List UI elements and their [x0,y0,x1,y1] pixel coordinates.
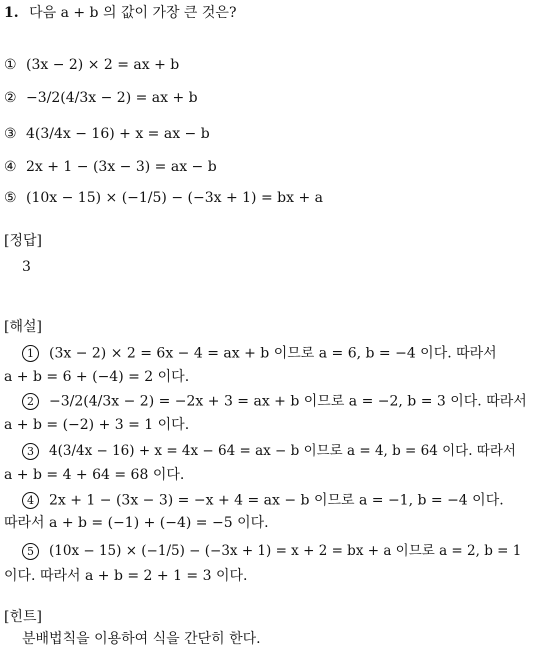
choice-5 [4,191,323,205]
choice-marker: ⑤ [4,190,17,206]
explanation-item-5-cont: 이다. 따라서 a + b = 2 + 1 = 3 이다. [4,568,248,584]
explanation-line: (3x − 2) × 2 = 6x − 4 = ax + b 이므로 a = 6, b = −4 이다. 따라서 [49,345,497,362]
choice-1 [4,58,179,72]
explanation-line: (10x − 15) × (−1/5) − (−3x + 1) = x + 2 = bx + a 이므로 a = 2, b = 1 [49,543,522,559]
question-text: 다음 a + b 의 값이 가장 큰 것은? [29,5,237,21]
choice-expression: (3x − 2) × 2 = ax + b [26,57,180,73]
explanation-heading: [해설] [4,319,42,335]
choice-marker: ③ [4,126,17,142]
question-number: 1. [4,5,19,21]
explanation-line: −3/2(4/3x − 2) = −2x + 3 = ax + b 이므로 a = −2, b = 3 이다. 따라서 [49,393,527,410]
explanation-item-4 [22,492,504,509]
explanation-item-1-cont: a + b = 6 + (−4) = 2 이다. [4,369,190,385]
explanation-item-2-cont: a + b = (−2) + 3 = 1 이다. [4,417,190,433]
circled-number: 3 [22,443,39,460]
choice-2 [4,91,198,105]
question [4,6,236,20]
choice-marker: ④ [4,159,17,175]
explanation-item-5 [22,543,521,560]
explanation-item-4-cont: 따라서 a + b = (−1) + (−4) = −5 이다. [4,515,269,531]
circled-number: 2 [22,393,39,410]
circled-number: 4 [22,492,39,509]
choice-4 [4,160,217,174]
circled-number: 1 [22,345,39,362]
choice-3 [4,127,210,141]
explanation-line: 4(3/4x − 16) + x = 4x − 64 = ax − b 이므로 a = 4, b = 64 이다. 따라서 [49,443,516,459]
choice-marker: ② [4,90,17,106]
answer-value: 3 [22,259,31,275]
explanation-item-1 [22,345,497,362]
choice-expression: 2x + 1 − (3x − 3) = ax − b [26,159,217,175]
choice-expression: 4(3/4x − 16) + x = ax − b [26,126,210,142]
choice-expression: −3/2(4/3x − 2) = ax + b [26,90,198,106]
hint-heading: [힌트] [4,609,42,625]
explanation-item-3 [22,443,516,460]
circled-number: 5 [22,543,39,560]
choice-expression: (10x − 15) × (−1/5) − (−3x + 1) = bx + a [26,190,323,206]
choice-marker: ① [4,57,17,73]
explanation-item-3-cont: a + b = 4 + 64 = 68 이다. [4,467,185,483]
explanation-item-2 [22,393,527,410]
hint-text: 분배법칙을 이용하여 식을 간단히 한다. [22,631,261,647]
answer-heading: [정답] [4,233,42,249]
explanation-line: 2x + 1 − (3x − 3) = −x + 4 = ax − b 이므로 a = −1, b = −4 이다. [49,492,504,509]
